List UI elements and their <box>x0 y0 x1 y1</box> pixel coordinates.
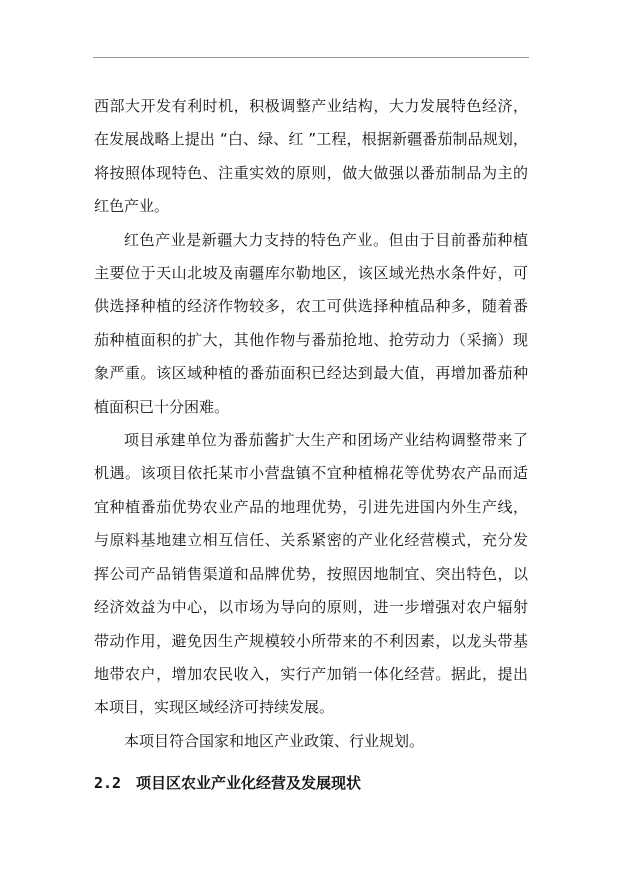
section-number: 2.2 <box>94 774 122 793</box>
document-body <box>94 90 528 798</box>
header-rule <box>93 57 529 58</box>
paragraph-red-industry: 红色产业是新疆大力支持的特色产业。但由于目前番茄种植主要位于天山北坡及南疆库尔勒地区，该区域光热水条件好，可供选择种植的经济作物较多，农工可供选择种植品种多，随着番茄种植面积的扩大，其他作物与番茄抢地、抢劳动力（采摘）现象严重。该区域种植的番茄面积已经达到最大值，再增加番茄种植面积已十分困难。 <box>94 230 528 416</box>
paragraph-continuation: 西部大开发有利时机，积极调整产业结构，大力发展特色经济，在发展战略上提出 “白、绿、红 ”工程，根据新疆番茄制品规划，将按照体现特色、注重实效的原则，做大做强以番茄制品为主的红色产业。 <box>94 97 528 216</box>
paragraph-project-opportunity: 项目承建单位为番茄酱扩大生产和团场产业结构调整带来了机遇。该项目依托某市小营盘镇不宜种植棉花等优势农产品而适宜种植番茄优势农业产品的地理优势，引进先进国内外生产线，与原料基地建立相互信任、关系紧密的产业化经营模式，充分发挥公司产品销售渠道和品牌优势，按照因地制宜、突出特色，以经济效益为中心，以市场为导向的原则，进一步增强对农户辐射带动作用，避免因生产规模较小所带来的不利因素，以龙头带基地带农户，增加农民收入，实行产加销一体化经营。据此，提出本项目，实现区域经济可持续发展。 <box>94 431 528 717</box>
section-heading <box>94 768 528 798</box>
paragraph-policy-compliance: 本项目符合国家和地区产业政策、行业规划。 <box>124 731 425 750</box>
section-title: 项目区农业产业化经营及发展现状 <box>136 774 362 793</box>
